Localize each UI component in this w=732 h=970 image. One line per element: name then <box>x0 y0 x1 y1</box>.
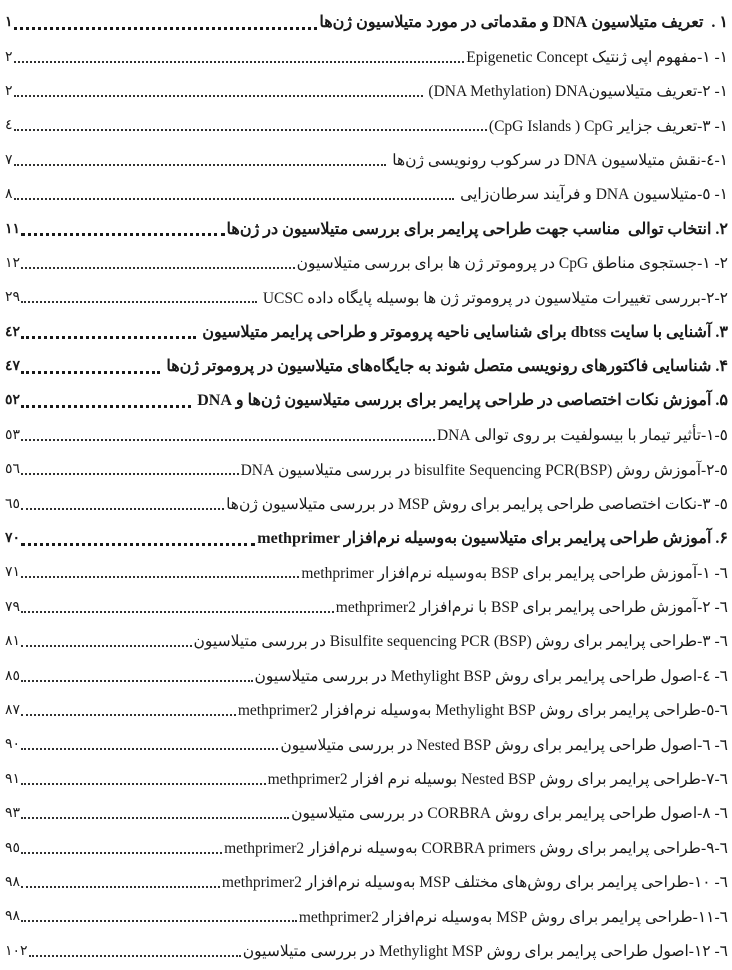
toc-entry-title: ١ . تعریف متیلاسیون DNA و مقدماتی در مورد متیلاسیون ژن‌ها <box>319 14 728 32</box>
toc-entry-title: ٦- ٢-آموزش طراحی پرایمر برای BSP با نرم‌افزار methprimer2 <box>335 599 728 617</box>
toc-entry-page-number: ٨٧ <box>5 703 21 718</box>
toc-entry-title: ۴. شناسایی فاکتورهای رونویسی متصل شوند به جایگاه‌های متیلاسیون در پروموتر ژن‌ها <box>162 358 728 376</box>
toc-entry-page-number: ٧٩ <box>5 599 21 615</box>
toc-entry-page-number: ٦٥ <box>5 496 21 512</box>
dotted-leader <box>21 439 435 441</box>
dotted-leader <box>21 714 236 716</box>
toc-entry <box>5 6 728 40</box>
dotted-leader <box>21 371 160 374</box>
toc-entry-title: ٢-٢-بررسی تغییرات متیلاسیون در پروموتر ژن ها بوسیله پایگاه داده UCSC <box>258 289 728 307</box>
toc-entry-title: ١- ١-مفهوم اپی ژنتیک Epigenetic Concept <box>466 48 728 66</box>
toc-entry <box>5 487 728 521</box>
toc-entry-title: ۶. آموزش طراحی پرایمر برای متیلاسیون به‌وسیله نرم‌افزار methprimer <box>257 530 728 548</box>
toc-entry-title: ١- ٢-تعریف متیلاسیونDNA‏ (DNA Methylation) <box>424 83 728 101</box>
toc-entry-title: ٣. آشنایی با سایت dbtss برای شناسایی ناحیه پروموتر و طراحی پرایمر متیلاسیون <box>198 323 728 341</box>
dotted-leader <box>21 817 289 819</box>
dotted-leader <box>21 267 295 269</box>
toc-entry-page-number: ٨٥ <box>5 668 21 684</box>
toc-entry-title: ٦- ٦-اصول طراحی پرایمر برای روش Nested BSP در بررسی متیلاسیون <box>280 736 728 754</box>
toc-entry-page-number: ٩٨ <box>5 874 21 890</box>
toc-entry <box>5 178 728 212</box>
toc-entry-page-number: ٥٢ <box>5 393 21 409</box>
toc-entry-page-number: ٩٠ <box>5 737 21 753</box>
toc-entry <box>5 522 728 556</box>
toc-entry-title: ٦- ١-آموزش طراحی پرایمر برای BSP به‌وسیله نرم‌افزار methprimer <box>301 564 728 582</box>
dotted-leader <box>21 543 255 546</box>
dotted-leader <box>21 405 191 408</box>
dotted-leader <box>21 473 239 475</box>
toc-entry <box>5 316 728 350</box>
toc-entry <box>5 866 728 900</box>
toc-entry-title: ٢- ١-جستجوی مناطق CpG در پروموتر ژن ها برای بررسی متیلاسیون <box>296 255 728 273</box>
toc-entry-title: ١-٤-نقش متیلاسیون DNA در سرکوب رونویسی ژن‌ها <box>388 152 728 169</box>
toc-entry-title: ١- ٥-متیلاسیون DNA و فرآیند سرطان‌زایی <box>456 186 728 204</box>
toc-entry <box>5 797 728 831</box>
toc-entry <box>5 419 728 453</box>
dotted-leader <box>21 611 334 613</box>
toc-entry <box>5 281 728 315</box>
dotted-leader <box>14 129 487 131</box>
toc-entry-page-number: ٤ <box>5 118 13 134</box>
dotted-leader <box>21 233 224 236</box>
dotted-leader <box>14 61 465 63</box>
dotted-leader <box>21 336 196 339</box>
dotted-leader <box>21 852 222 854</box>
toc-entry <box>5 625 728 659</box>
toc-entry <box>5 831 728 865</box>
toc-entry-page-number: ٤٧ <box>5 359 21 375</box>
dotted-leader <box>14 198 455 200</box>
dotted-leader <box>21 680 253 682</box>
toc-entry-title: ٦- ٨-اصول طراحی پرایمر برای روش CORBRA در بررسی متیلاسیون <box>291 805 728 823</box>
toc-entry-title: ٦-٥-طراحی پرایمر برای روش Methylight BSP به‌وسیله نرم‌افزار methprimer2 <box>237 702 728 720</box>
dotted-leader <box>14 95 423 97</box>
toc-entry <box>5 144 728 178</box>
toc-entry-title: ٢. انتخاب توالی مناسب جهت طراحی پرایمر برای بررسی متیلاسیون در ژن‌ها <box>226 220 728 238</box>
toc-entry <box>5 75 728 109</box>
toc-entry-page-number: ١٠٢ <box>5 943 28 959</box>
toc-entry-title: ٦-١١-طراحی پرایمر برای روش MSP به‌وسیله نرم‌افزار methprimer2 <box>298 908 728 926</box>
toc-entry-page-number: ٩١ <box>5 771 21 787</box>
toc-entry-title: ٦- ٣-طراحی پرایمر برای روش Bisulfite sequencing PCR (BSP) در بررسی متیلاسیون <box>193 633 728 651</box>
toc-entry <box>5 556 728 590</box>
toc-entry-title: ٦- ١٢-اصول طراحی پرایمر برای روش Methylight MSP در بررسی متیلاسیون <box>242 942 728 960</box>
dotted-leader <box>21 920 297 922</box>
toc-entry-page-number: ٢ <box>5 49 13 65</box>
toc-entry-title: ٥-٢-آموزش روش bisulfite Sequencing PCR(BSP) در بررسی متیلاسیون DNA <box>240 461 728 479</box>
toc-entry-page-number: ٤٢ <box>5 324 21 340</box>
toc-entry-page-number: ١٢ <box>5 255 21 271</box>
toc-entry <box>5 935 728 969</box>
toc-entry <box>5 659 728 693</box>
toc-entry-title: ١- ٣-تعریف جزایر CpG‏ ( CpG Islands) <box>488 117 728 135</box>
toc-entry-title: ٦- ٤-اصول طراحی پرایمر برای روش Methylight BSP در بررسی متیلاسیون <box>254 667 728 685</box>
dotted-leader <box>21 645 192 647</box>
toc-entry-page-number: ٩٣ <box>5 806 21 822</box>
toc-entry <box>5 453 728 487</box>
toc-entry-page-number: ٧ <box>5 152 13 168</box>
dotted-leader <box>21 576 299 578</box>
dotted-leader <box>21 886 220 888</box>
dotted-leader <box>21 508 224 510</box>
toc-entry-page-number: ٩٨ <box>5 909 21 925</box>
toc-entry <box>5 40 728 74</box>
toc-entry-page-number: ١١ <box>5 221 21 237</box>
toc-entry-page-number: ٢ <box>5 83 13 99</box>
toc-entry-page-number: ٨ <box>5 187 13 203</box>
toc-entry-title: ٦-٩-طراحی پرایمر برای روش CORBRA primers به‌وسیله نرم‌افزار methprimer2 <box>224 839 728 857</box>
toc-entry <box>5 694 728 728</box>
toc-entry-title: ٥-١-تأثیر تیمار با بیسولفیت بر روی توالی DNA <box>436 427 728 445</box>
toc-entry-page-number: ٧٠ <box>5 531 21 547</box>
toc-entry-page-number: ٥٦ <box>5 462 21 478</box>
dotted-leader <box>21 301 257 303</box>
toc-entry <box>5 350 728 384</box>
toc-entry-page-number: ٨١ <box>5 634 21 650</box>
toc-entry-title: ٦-٧-طراحی پرایمر برای روش Nested BSP بوسیله نرم افزار methprimer2 <box>267 771 728 789</box>
toc-entry <box>5 728 728 762</box>
toc-entry <box>5 900 728 934</box>
toc-entry <box>5 763 728 797</box>
toc-entry-page-number: ٥٣ <box>5 427 21 443</box>
dotted-leader <box>14 27 318 30</box>
toc-entry-title: ۵. آموزش نکات اختصاصی در طراحی پرایمر برای بررسی متیلاسیون ژن‌ها و DNA <box>193 392 728 410</box>
toc-entry <box>5 212 728 246</box>
toc-entry <box>5 247 728 281</box>
dotted-leader <box>14 164 387 166</box>
toc-entry <box>5 384 728 418</box>
toc-entry-page-number: ٧١ <box>5 565 21 581</box>
toc-entry-page-number: ١ <box>5 15 13 31</box>
dotted-leader <box>21 783 266 785</box>
dotted-leader <box>21 748 278 750</box>
toc-entry-title: ٦- ١٠-طراحی پرایمر برای روش‌های مختلف MSP به‌وسیله نرم‌افزار methprimer2 <box>221 874 728 892</box>
toc-entry-page-number: ٢٩ <box>5 290 21 306</box>
toc-entry-page-number: ٩٥ <box>5 840 21 856</box>
toc-entry <box>5 109 728 143</box>
toc-entry-title: ٥- ٣-نکات اختصاصی طراحی پرایمر برای روش MSP در بررسی متیلاسیون ژن‌ها <box>226 495 728 513</box>
toc-entry <box>5 591 728 625</box>
dotted-leader <box>29 955 241 957</box>
